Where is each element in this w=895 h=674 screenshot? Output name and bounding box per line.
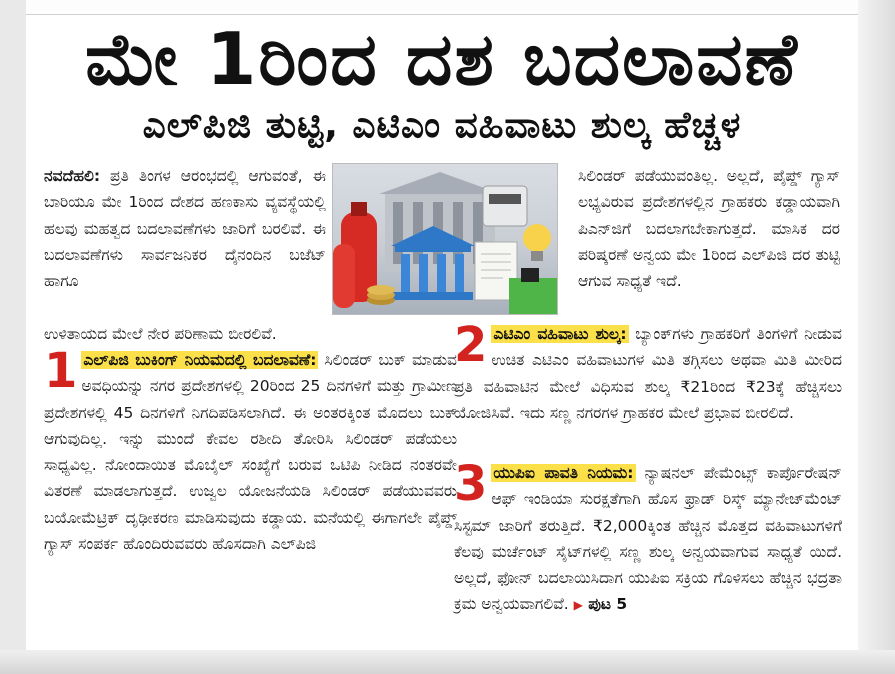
section-heading: ಎಲ್‌ಪಿಜಿ ಬುಕಿಂಗ್ ನಿಯಮದಲ್ಲಿ ಬದಲಾವಣೆ: [83, 351, 317, 369]
continued-label: ಪುಟ 5 [588, 595, 628, 614]
section-body: ಬ್ಯಾಂಕ್‌ಗಳು ಗ್ರಾಹಕರಿಗೆ ತಿಂಗಳಿಗೆ ನೀಡುವ ಉಚಿತ ಎಟಿಎಂ ವಹಿವಾಟುಗಳ ಮಿತಿ ತಗ್ಗಿಸಲು ಅಥವಾ ಮಿತಿ ಮೀರಿದ ಪ್ರತಿ ವಹಿವಾಟಿನ ಮೇಲೆ ವಿಧಿಸುವ ಶುಲ್ಕ ₹21ರಿಂದ ₹23ಕ್ಕೆ ಹೆಚ್ಚಿಸಲು ಯೋಜಿಸಿವೆ. ಇದು ಸಣ್ಣ ನಗರಗಳ ಗ್ರಾಹಕರ ಮೇಲೆ ಪ್ರಭಾವ ಬೀರಲಿದೆ. [454, 325, 842, 422]
dateline: ನವದೆಹಲಿ: [44, 167, 101, 185]
page-bottom-shadow [0, 650, 895, 674]
lead-text: ಪ್ರತಿ ತಿಂಗಳ ಆರಂಭದಲ್ಲಿ ಆಗುವಂತೆ, ಈ ಬಾರಿಯೂ ಮೇ 1ರಿಂದ ದೇಶದ ಹಣಕಾಸು ವ್ಯವಸ್ಥೆಯಲ್ಲಿ ಹಲವು ಮಹತ್ವದ ಬದಲಾವಣೆಗಳು ಜಾರಿಗೆ ಬರಲಿವೆ. ಈ ಬದಲಾವಣೆಗಳು ಸಾರ್ವಜನಿಕರ ದೈನಂದಿನ ಬಜೆಟ್ ಹಾಗೂ [44, 167, 326, 291]
section-3 [454, 456, 842, 619]
section-number: 2 [454, 317, 488, 373]
lead-continuation: ಉಳಿತಾಯದ ಮೇಲೆ ನೇರ ಪರಿಣಾಮ ಬೀರಲಿವೆ. [44, 325, 277, 343]
headline: ಮೇ 1ರಿಂದ ದಶ ಬದಲಾವಣೆ [85, 17, 799, 101]
section-body: ಸಿಲಿಂಡರ್ ಬುಕ್ ಮಾಡುವ ಅವಧಿಯನ್ನು ನಗರ ಪ್ರದೇಶಗಳಲ್ಲಿ 20ರಿಂದ 25 ದಿನಗಳಿಗೆ ಮತ್ತು ಗ್ರಾಮೀಣ ಪ್ರದೇಶಗಳಲ್ಲಿ 45 ದಿನಗಳಿಗೆ ನಿಗದಿಪಡಿಸಲಾಗಿದೆ. ಈ ಅಂತರಕ್ಕಿಂತ ಮೊದಲು ಬುಕ್ ಆಗುವುದಿಲ್ಲ. ಇನ್ನು ಮುಂದೆ ಕೇವಲ ರಶೀದಿ ತೋರಿಸಿ ಸಿಲಿಂಡರ್ ಪಡೆಯಲು ಸಾಧ್ಯವಿಲ್ಲ. ನೋಂದಾಯಿತ ಮೊಬೈಲ್ ಸಂಖ್ಯೆಗೆ ಬರುವ ಒಟಿಪಿ ನೀಡಿದ ನಂತರವೇ ವಿತರಣೆ ಮಾಡಲಾಗುತ್ತದೆ. ಉಜ್ವಲ ಯೋಜನೆಯಡಿ ಸಿಲಿಂಡರ್ ಪಡೆಯುವವರು ಬಯೋಮೆಟ್ರಿಕ್ ದೃಢೀಕರಣ ಮಾಡಿಸುವುದು ಕಡ್ಡಾಯ. ಮನೆಯಲ್ಲಿ ಈಗಾಗಲೇ ಪೈಪ್ಡ್ ಗ್ಯಾಸ್ ಸಂಪರ್ಕ ಹೊಂದಿರುವವರು ಹೊಸದಾಗಿ ಎಲ್‌ಪಿಜಿ [44, 351, 457, 554]
newspaper-clipping [26, 0, 858, 650]
subheadline: ಎಲ್‌ಪಿಜಿ ತುಟ್ಟಿ, ಎಟಿಎಂ ವಹಿವಾಟು ಶುಲ್ಕ ಹೆಚ್ಚಳ [142, 105, 742, 146]
continued-on-page[interactable] [574, 595, 628, 613]
section-body: ನ್ಯಾಷನಲ್ ಪೇಮೆಂಟ್ಸ್ ಕಾರ್ಪೊರೇಷನ್ ಆಫ್ ಇಂಡಿಯಾ ಸುರಕ್ಷತೆಗಾಗಿ ಹೊಸ ಫ್ರಾಡ್ ರಿಸ್ಕ್ ಮ್ಯಾನೇಜ್‌ಮೆಂಟ್ ಸಿಸ್ಟಮ್ ಜಾರಿಗೆ ತರುತ್ತಿದೆ. ₹2,000ಕ್ಕಿಂತ ಹೆಚ್ಚಿನ ಮೊತ್ತದ ವಹಿವಾಟುಗಳಿಗೆ ಕೆಲವು ಮರ್ಚೆಂಟ್ ಸೈಟ್‌ಗಳಲ್ಲಿ ಸಣ್ಣ ಶುಲ್ಕ ಅನ್ವಯವಾಗುವ ಸಾಧ್ಯತೆ ಯಿದೆ. ಅಲ್ಲದೆ, ಫೋನ್ ಬದಲಾಯಿಸಿದಾಗ ಯುಪಿಐ ಸಕ್ರಿಯ ಗೊಳಿಸಲು ಹೆಚ್ಚಿನ ಭದ್ರತಾ ಕ್ರಮ ಅನ್ವಯವಾಗಲಿವೆ. [454, 464, 842, 614]
section-1 [44, 343, 457, 557]
triangle-right-icon: ▶ [573, 598, 583, 613]
section-heading: ಎಟಿಎಂ ವಹಿವಾಟು ಶುಲ್ಕ: [493, 325, 627, 343]
section-2 [454, 317, 842, 426]
lead-column [44, 163, 326, 294]
top-rule [26, 0, 858, 15]
right-top-column: ಸಿಲಿಂಡರ್ ಪಡೆಯುವಂತಿಲ್ಲ. ಅಲ್ಲದೆ, ಪೈಪ್ಡ್ ಗ್ಯಾಸ್ ಲಭ್ಯವಿರುವ ಪ್ರದೇಶಗಳಲ್ಲಿನ ಗ್ರಾಹಕರು ಕಡ್ಡಾಯವಾಗಿ ಪಿಎನ್‌ಜಿಗೆ ಬದಲಾಗಬೇಕಾಗುತ್ತದೆ. ಮಾಸಿಕ ದರ ಪರಿಷ್ಕರಣೆ ಅನ್ವಯ ಮೇ 1ರಿಂದ ಎಲ್‌ಪಿಜಿ ದರ ತುಟ್ಟಿ ಆಗುವ ಸಾಧ್ಯತೆ ಇದೆ. [578, 167, 840, 291]
page-edge-shadow [858, 0, 895, 674]
section-heading: ಯುಪಿಐ ಪಾವತಿ ನಿಯಮ: [493, 464, 634, 482]
finance-illustration-icon [333, 164, 557, 314]
article-illustration [332, 163, 558, 315]
section-number: 1 [44, 343, 78, 399]
section-number: 3 [454, 456, 488, 512]
